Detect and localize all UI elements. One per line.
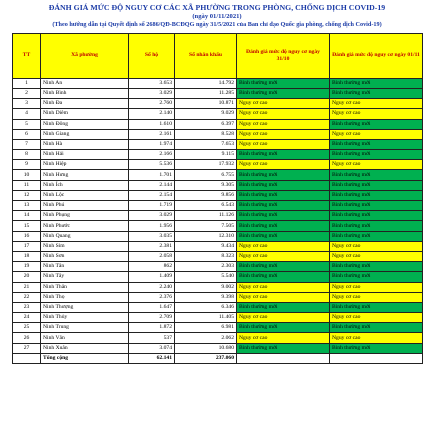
risk-3110-cell: Bình thường mới [237, 272, 330, 282]
row-index-cell: 19 [13, 262, 41, 272]
total-empty-1 [237, 353, 330, 363]
ward-name-cell: Ninh Diêm [41, 109, 129, 119]
population-cell: 6.397 [175, 119, 237, 129]
row-index-cell: 23 [13, 302, 41, 312]
households-cell: 2.240 [129, 282, 175, 292]
row-index-cell: 21 [13, 282, 41, 292]
table-header-row [13, 33, 423, 78]
risk-3110-cell: Bình thường mới [237, 302, 330, 312]
col-header-risk-0111: Đánh giá mức độ nguy cơ ngày 01/11 [330, 33, 423, 78]
population-cell: 8.528 [175, 129, 237, 139]
risk-0111-cell: Bình thường mới [330, 211, 423, 221]
risk-3110-cell: Bình thường mới [237, 170, 330, 180]
households-cell: 2.161 [129, 129, 175, 139]
row-index-cell: 17 [13, 241, 41, 251]
risk-0111-cell: Bình thường mới [330, 119, 423, 129]
risk-0111-cell: Bình thường mới [330, 323, 423, 333]
ward-name-cell: Ninh Hưng [41, 170, 129, 180]
risk-3110-cell: Bình thường mới [237, 262, 330, 272]
ward-name-cell: Ninh Thân [41, 282, 129, 292]
row-index-cell: 2 [13, 88, 41, 98]
risk-3110-cell: Bình thường mới [237, 231, 330, 241]
households-cell: 1.974 [129, 139, 175, 149]
table-row [13, 221, 423, 231]
ward-name-cell: Ninh Sim [41, 241, 129, 251]
risk-0111-cell: Nguy cơ cao [330, 292, 423, 302]
ward-name-cell: Ninh Hải [41, 150, 129, 160]
households-cell: 2.709 [129, 313, 175, 323]
row-index-cell: 7 [13, 139, 41, 149]
population-cell: 12.310 [175, 231, 237, 241]
risk-3110-cell: Nguy cơ cao [237, 333, 330, 343]
households-cell: 1.872 [129, 323, 175, 333]
risk-3110-cell: Nguy cơ cao [237, 109, 330, 119]
ward-name-cell: Ninh Đa [41, 99, 129, 109]
risk-3110-cell: Nguy cơ cao [237, 160, 330, 170]
risk-3110-cell: Nguy cơ cao [237, 119, 330, 129]
col-header-population: Số nhân khẩu [175, 33, 237, 78]
risk-3110-cell: Nguy cơ cao [237, 282, 330, 292]
risk-3110-cell: Bình thường mới [237, 190, 330, 200]
row-index-cell: 25 [13, 323, 41, 333]
report-header [12, 4, 422, 30]
ward-name-cell: Ninh Giang [41, 129, 129, 139]
risk-0111-cell: Bình thường mới [330, 180, 423, 190]
households-cell: 3.074 [129, 343, 175, 353]
households-cell: 862 [129, 262, 175, 272]
table-row [13, 190, 423, 200]
ward-name-cell: Ninh An [41, 78, 129, 88]
households-cell: 2.381 [129, 241, 175, 251]
population-cell: 11.405 [175, 313, 237, 323]
risk-0111-cell: Bình thường mới [330, 150, 423, 160]
risk-0111-cell: Nguy cơ cao [330, 241, 423, 251]
households-cell: 2.140 [129, 109, 175, 119]
population-cell: 9.398 [175, 292, 237, 302]
row-index-cell: 11 [13, 180, 41, 190]
risk-3110-cell: Bình thường mới [237, 150, 330, 160]
col-header-risk-3110: Đánh giá mức độ nguy cơ ngày 31/10 [237, 33, 330, 78]
risk-0111-cell: Nguy cơ cao [330, 251, 423, 261]
ward-name-cell: Ninh Phụng [41, 211, 129, 221]
households-cell: 537 [129, 333, 175, 343]
table-row [13, 160, 423, 170]
risk-0111-cell: Nguy cơ cao [330, 160, 423, 170]
risk-3110-cell: Nguy cơ cao [237, 99, 330, 109]
table-row [13, 262, 423, 272]
table-body [13, 78, 423, 353]
table-row [13, 343, 423, 353]
risk-3110-cell: Nguy cơ cao [237, 251, 330, 261]
table-row [13, 99, 423, 109]
population-cell: 11.285 [175, 88, 237, 98]
ward-name-cell: Ninh Ích [41, 180, 129, 190]
population-cell: 9.002 [175, 282, 237, 292]
table-row [13, 211, 423, 221]
table-row [13, 180, 423, 190]
risk-3110-cell: Bình thường mới [237, 88, 330, 98]
risk-3110-cell: Bình thường mới [237, 211, 330, 221]
row-index-cell: 10 [13, 170, 41, 180]
households-cell: 2.144 [129, 180, 175, 190]
population-cell: 7.505 [175, 221, 237, 231]
row-index-cell: 4 [13, 109, 41, 119]
ward-name-cell: Ninh Hiệp [41, 160, 129, 170]
risk-3110-cell: Bình thường mới [237, 221, 330, 231]
population-cell: 9.434 [175, 241, 237, 251]
row-index-cell: 15 [13, 221, 41, 231]
risk-0111-cell: Bình thường mới [330, 272, 423, 282]
population-cell: 2.303 [175, 262, 237, 272]
population-cell: 8.323 [175, 251, 237, 261]
ward-name-cell: Ninh Vân [41, 333, 129, 343]
risk-0111-cell: Nguy cơ cao [330, 282, 423, 292]
households-cell: 2.376 [129, 292, 175, 302]
ward-name-cell: Ninh Hà [41, 139, 129, 149]
households-cell: 3.029 [129, 211, 175, 221]
col-header-ward: Xã phường [41, 33, 129, 78]
population-cell: 17.932 [175, 160, 237, 170]
table-row [13, 333, 423, 343]
population-cell: 6.543 [175, 201, 237, 211]
row-index-cell: 5 [13, 119, 41, 129]
ward-name-cell: Ninh Tây [41, 272, 129, 282]
risk-3110-cell: Bình thường mới [237, 343, 330, 353]
total-empty-2 [330, 353, 423, 363]
households-cell: 2.166 [129, 150, 175, 160]
report-date: (ngày 01/11/2021) [192, 12, 242, 20]
table-row [13, 170, 423, 180]
ward-name-cell: Ninh Trung [41, 323, 129, 333]
households-cell: 2.058 [129, 251, 175, 261]
population-cell: 9.856 [175, 190, 237, 200]
risk-0111-cell: Bình thường mới [330, 262, 423, 272]
ward-name-cell: Ninh Thọ [41, 292, 129, 302]
row-index-cell: 6 [13, 129, 41, 139]
total-tt-cell [13, 353, 41, 363]
row-index-cell: 16 [13, 231, 41, 241]
ward-name-cell: Ninh Lộc [41, 190, 129, 200]
row-index-cell: 3 [13, 99, 41, 109]
risk-0111-cell: Bình thường mới [330, 343, 423, 353]
ward-name-cell: Ninh Phước [41, 221, 129, 231]
households-cell: 1.701 [129, 170, 175, 180]
population-cell: 9.115 [175, 150, 237, 160]
col-header-tt: TT [13, 33, 41, 78]
row-index-cell: 27 [13, 343, 41, 353]
households-cell: 3.029 [129, 88, 175, 98]
table-row [13, 78, 423, 88]
table-row [13, 119, 423, 129]
ward-name-cell: Ninh Tân [41, 262, 129, 272]
risk-0111-cell: Bình thường mới [330, 221, 423, 231]
risk-0111-cell: Bình thường mới [330, 139, 423, 149]
risk-0111-cell: Nguy cơ cao [330, 129, 423, 139]
risk-3110-cell: Nguy cơ cao [237, 241, 330, 251]
risk-3110-cell: Bình thường mới [237, 201, 330, 211]
risk-0111-cell: Nguy cơ cao [330, 333, 423, 343]
population-cell: 14.792 [175, 78, 237, 88]
table-row [13, 129, 423, 139]
col-header-households: Số hộ [129, 33, 175, 78]
risk-0111-cell: Nguy cơ cao [330, 99, 423, 109]
ward-name-cell: Ninh Đông [41, 119, 129, 129]
table-row [13, 272, 423, 282]
table-row [13, 109, 423, 119]
households-cell: 3.035 [129, 231, 175, 241]
population-cell: 9.305 [175, 180, 237, 190]
risk-0111-cell: Bình thường mới [330, 302, 423, 312]
table-row [13, 201, 423, 211]
households-cell: 2.154 [129, 190, 175, 200]
table-row [13, 292, 423, 302]
households-cell: 5.536 [129, 160, 175, 170]
row-index-cell: 12 [13, 190, 41, 200]
households-cell: 1.610 [129, 119, 175, 129]
risk-3110-cell: Bình thường mới [237, 180, 330, 190]
ward-name-cell: Ninh Phú [41, 201, 129, 211]
row-index-cell: 14 [13, 211, 41, 221]
population-cell: 7.653 [175, 139, 237, 149]
total-households: 62.141 [129, 353, 175, 363]
table-row [13, 241, 423, 251]
households-cell: 1.409 [129, 272, 175, 282]
risk-3110-cell: Nguy cơ cao [237, 129, 330, 139]
risk-3110-cell: Nguy cơ cao [237, 313, 330, 323]
table-row [13, 302, 423, 312]
row-index-cell: 20 [13, 272, 41, 282]
row-index-cell: 22 [13, 292, 41, 302]
row-index-cell: 18 [13, 251, 41, 261]
table-row [13, 139, 423, 149]
table-row [13, 231, 423, 241]
row-index-cell: 8 [13, 150, 41, 160]
households-cell: 3.653 [129, 78, 175, 88]
ward-name-cell: Ninh Quang [41, 231, 129, 241]
population-cell: 10.871 [175, 99, 237, 109]
report-note: (Theo hướng dẫn tại Quyết định số 2686/QĐ-BCĐQG ngày 31/5/2021 của Ban chỉ đạo Quốc gia phòng, chống dịch Covid-19) [52, 21, 382, 29]
table-row [13, 251, 423, 261]
population-cell: 11.126 [175, 211, 237, 221]
risk-3110-cell: Bình thường mới [237, 78, 330, 88]
total-row [13, 353, 423, 363]
ward-name-cell: Ninh Thượng [41, 302, 129, 312]
households-cell: 1.956 [129, 221, 175, 231]
table-row [13, 88, 423, 98]
ward-name-cell: Ninh Xuân [41, 343, 129, 353]
population-cell: 9.029 [175, 109, 237, 119]
risk-0111-cell: Bình thường mới [330, 190, 423, 200]
row-index-cell: 26 [13, 333, 41, 343]
households-cell: 1.647 [129, 302, 175, 312]
risk-0111-cell: Bình thường mới [330, 201, 423, 211]
risk-0111-cell: Nguy cơ cao [330, 313, 423, 323]
row-index-cell: 9 [13, 160, 41, 170]
ward-name-cell: Ninh Sơn [41, 251, 129, 261]
risk-0111-cell: Bình thường mới [330, 78, 423, 88]
row-index-cell: 24 [13, 313, 41, 323]
population-cell: 6.981 [175, 323, 237, 333]
risk-3110-cell: Nguy cơ cao [237, 139, 330, 149]
risk-0111-cell: Bình thường mới [330, 170, 423, 180]
population-cell: 2.062 [175, 333, 237, 343]
ward-name-cell: Ninh Bình [41, 88, 129, 98]
risk-0111-cell: Bình thường mới [330, 231, 423, 241]
risk-0111-cell: Bình thường mới [330, 88, 423, 98]
row-index-cell: 1 [13, 78, 41, 88]
population-cell: 6.346 [175, 302, 237, 312]
ward-name-cell: Ninh Thủy [41, 313, 129, 323]
risk-3110-cell: Bình thường mới [237, 323, 330, 333]
total-label: Tổng cộng [41, 353, 129, 363]
population-cell: 5.540 [175, 272, 237, 282]
population-cell: 10.680 [175, 343, 237, 353]
risk-3110-cell: Nguy cơ cao [237, 292, 330, 302]
households-cell: 1.719 [129, 201, 175, 211]
table-row [13, 282, 423, 292]
risk-0111-cell: Nguy cơ cao [330, 109, 423, 119]
row-index-cell: 13 [13, 201, 41, 211]
population-cell: 6.755 [175, 170, 237, 180]
table-row [13, 313, 423, 323]
table-row [13, 323, 423, 333]
report-title: ĐÁNH GIÁ MỨC ĐỘ NGUY CƠ CÁC XÃ PHƯỜNG TRONG PHÒNG, CHỐNG DỊCH COVID-19 [48, 3, 386, 12]
households-cell: 2.760 [129, 99, 175, 109]
total-population: 237.060 [175, 353, 237, 363]
risk-table [12, 33, 423, 364]
table-row [13, 150, 423, 160]
